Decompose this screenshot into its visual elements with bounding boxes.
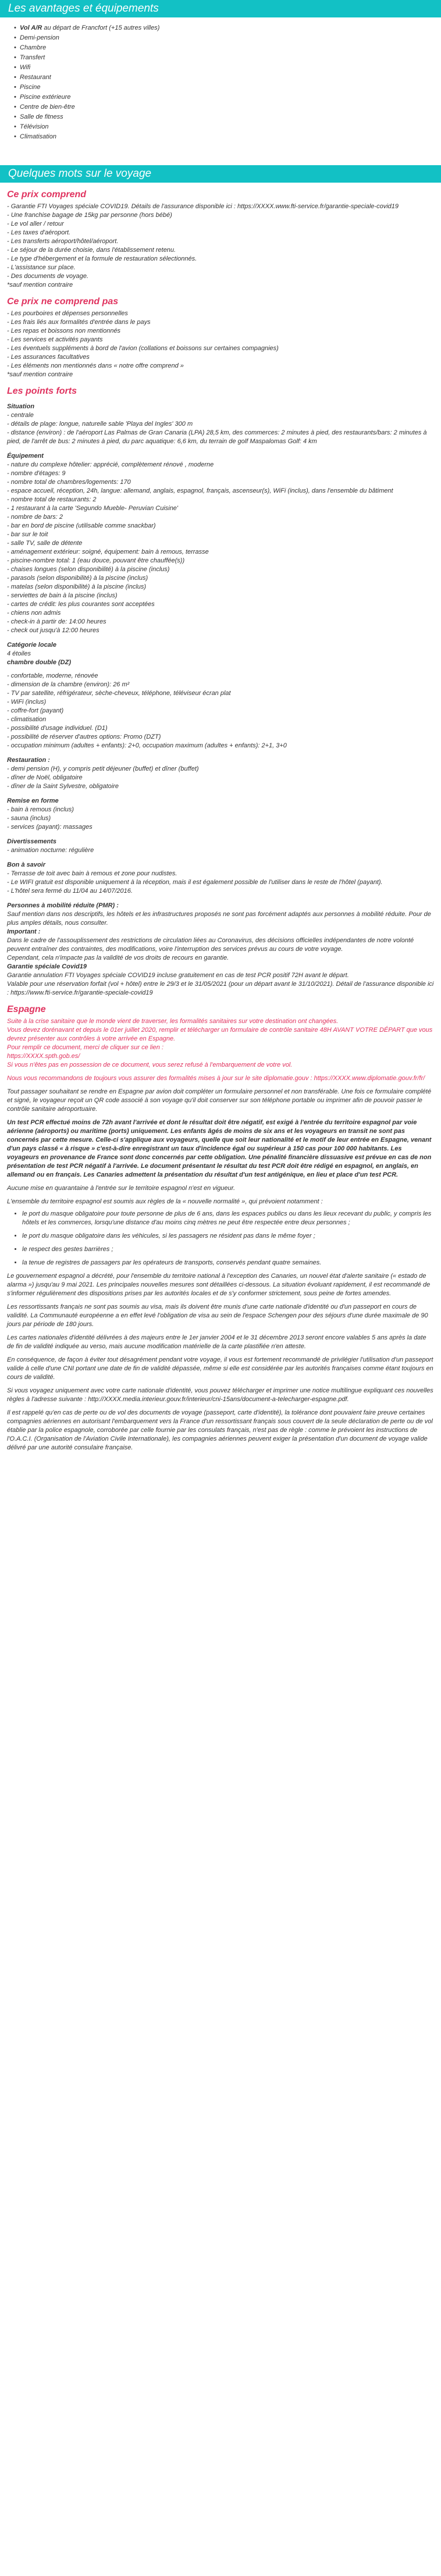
prix-comprend-list — [7, 202, 434, 290]
remise-title: Remise en forme — [7, 797, 59, 804]
text-line: - serviettes de bain à la piscine (inclus) — [7, 592, 118, 599]
espagne-bullet-item: • le respect des gestes barrières ; — [22, 1245, 434, 1254]
voyage-title: Quelques mots sur le voyage — [8, 168, 152, 180]
text-line: - nombre de bars: 2 — [7, 514, 63, 521]
bon-savoir-list — [7, 870, 434, 896]
text-line: - bain à remous (inclus) — [7, 806, 74, 813]
text-line: - climatisation — [7, 716, 47, 723]
avantage-item-bold: Vol A/R — [20, 24, 42, 31]
equipement-list — [7, 461, 434, 635]
avantage-item — [20, 43, 434, 53]
text-line: - dîner de Noël, obligatoire — [7, 774, 83, 781]
important-title: Important : — [7, 928, 41, 935]
text-line: *sauf mention contraire — [7, 371, 73, 378]
avantage-item — [20, 132, 434, 142]
text-line: - Le type d'hébergement et la formule de restauration sélectionnés. — [7, 255, 197, 262]
text-line: En conséquence, de façon à éviter tout désagrément pendant votre voyage, il vous est fortement recommandé de privilégier l'utilisation d'un passeport valide à celle d'une CNI portant une date de fin de validité dépassée, même si elle est considérée par les autorités françaises comme étant toujours en cours de validité. — [7, 1356, 433, 1381]
espagne-red-line2: Nous vous recommandons de toujours vous assurer des formalités mises à jour sur le site diplomatie.gouv : https://XXXX.www.diplomatie.gouv.fr/fr/ — [7, 1075, 425, 1082]
text-line: - Une franchise bagage de 15kg par personne (hors bébé) — [7, 212, 172, 219]
text-line: - centrale — [7, 412, 34, 419]
equipement-title: Équipement — [7, 453, 44, 459]
avantage-item — [20, 33, 434, 43]
text-line: - bar sur le toit — [7, 531, 48, 538]
espagne-paragraph-0: Tout passager souhaitant se rendre en Espagne par avion doit compléter un formulaire personnel et non transférable. Une fois ce formulaire complété et signé, le voyageur reçoit un QR code associé à son voyage qu'il doit conserver sur son téléphone portable ou imprimer afin de pouvoir passer le contrôle sanitaire aéroportuaire. — [7, 1088, 432, 1113]
text-line: - TV par satellite, réfrigérateur, sèche-cheveux, téléphone, téléviseur écran plat — [7, 690, 231, 697]
espagne-bullets — [7, 1210, 434, 1267]
avantage-item-text: Demi-pension — [20, 34, 59, 41]
text-line: - L'assistance sur place. — [7, 264, 76, 271]
avantage-item — [20, 73, 434, 83]
avantage-item — [20, 92, 434, 102]
divertissements-title: Divertissements — [7, 838, 56, 845]
text-line: - Le séjour de la durée choisie, dans l'établissement retenu. — [7, 247, 176, 254]
avantage-item — [20, 83, 434, 92]
situation-list — [7, 411, 434, 446]
avantage-item — [20, 53, 434, 63]
text-line: Si vous n'êtes pas en possession de ce document, vous serez refusé à l'embarquement de votre vol. — [7, 1061, 293, 1068]
avantage-item-text: Wifi — [20, 64, 31, 71]
espagne-paragraph-2: Aucune mise en quarantaine à l'entrée sur le territoire espagnol n'est en vigueur. — [7, 1185, 236, 1192]
espagne-paragraph-3: L'ensemble du territoire espagnol est soumis aux règles de la « nouvelle normalité », qui prévoient notamment : — [7, 1198, 323, 1205]
text-line: - WiFi (inclus) — [7, 699, 47, 706]
text-line: - Les assurances facultatives — [7, 354, 90, 361]
text-line: - nature du complexe hôtelier: apprécié, complètement rénové , moderne — [7, 461, 214, 468]
remise-list — [7, 806, 434, 832]
espagne-bullet-item: • le port du masque obligatoire pour toute personne de plus de 6 ans, dans les espaces publics ou dans les lieux recevant du public, y compris les hôtels et les commerces, lorsqu'une distance d'au moins cinq mètres ne peut être respectée entre deux personnes ; — [22, 1210, 434, 1227]
section-header-voyage — [0, 165, 441, 183]
text-line: - aménagement extérieur: soigné, équipement: bain à remous, terrasse — [7, 548, 209, 555]
text-line: - chaises longues (selon disponibilité) à la piscine (inclus) — [7, 566, 170, 573]
avantage-item-text: Transfert — [20, 54, 45, 61]
restauration-list — [7, 765, 434, 791]
text-line: Si vous voyagez uniquement avec votre carte nationale d'identité, vous pouvez télécharger et imprimer une notice multilingue expliquant ces nouvelles règles à l'adresse suivante : http://XXXX.media.interieur.gouv.fr/interieur/cni-15ans/document-a-telecharger-espagne.pdf. — [7, 1387, 433, 1403]
avantage-item-text: Restaurant — [20, 74, 51, 81]
text-line: - nombre total de restaurants: 2 — [7, 496, 97, 503]
text-line: - Garantie FTI Voyages spéciale COVID19. Détails de l'assurance disponible ici : https://XXXX.www.fti-service.fr/garantie-speciale-covid19 — [7, 203, 399, 210]
text-line: - Le WIFI gratuit est disponible uniquement à la réception, mais il est également possible de l'utiliser dans le reste de l'hôtel (payant). — [7, 879, 383, 886]
text-line: - Les taxes d'aéroport. — [7, 229, 71, 236]
pmr-title: Personnes à mobilité réduite (PMR) : — [7, 902, 119, 909]
restauration-title: Restauration : — [7, 757, 50, 764]
avantage-item-text: Piscine extérieure — [20, 94, 71, 101]
text-line: - Les pourboires et dépenses personnelles — [7, 310, 128, 317]
text-line: - piscine-nombre total: 1 (eau douce, pouvant être chauffée(s)) — [7, 557, 185, 564]
categorie-title: Catégorie locale — [7, 642, 56, 649]
points-forts-title: Les points forts — [7, 386, 77, 396]
avantage-item-text: au départ de Francfort (+15 autres villes) — [42, 24, 160, 31]
text-line: - Les éléments non mentionnés dans « notre offre comprend » — [7, 362, 184, 369]
text-line: Les ressortissants français ne sont pas soumis au visa, mais ils doivent être munis d'une carte nationale d'identité ou d'un passeport en cours de validité. La Communauté européenne a en effet levé l'obligation de visa au sein de l'espace Schengen pour des séjours d'une durée maximale de 90 jours par période de 180 jours. — [7, 1303, 428, 1328]
avantage-item — [20, 63, 434, 73]
avantages-section — [0, 17, 441, 165]
text-line: Valable pour une réservation forfait (vol + hôtel) entre le 29/3 et le 31/05/2021 (pour un départ avant le 31/10/2021). Détail de l'assurance disponible ici : https://www.fti-service.fr/garantie-speciale-covid19 — [7, 981, 434, 996]
avantage-item — [20, 23, 434, 33]
text-line: - parasols (selon disponibilité) à la piscine (inclus) — [7, 575, 148, 582]
text-line: - nombre d'étages: 9 — [7, 470, 66, 477]
text-line: - cartes de crédit: les plus courantes sont acceptées — [7, 601, 155, 608]
text-line: Garantie annulation FTI Voyages spéciale COVID19 incluse gratuitement en cas de test PCR positif 72H avant le départ. — [7, 972, 349, 979]
text-line: - distance (environ) : de l'aéroport Las Palmas de Gran Canaria (LPA) 28,5 km, des commerces: 2 minutes à pied, des restaurants/bars: 2 minutes à pied, de l'arrêt de bus: 2 minutes à pied, du parc aquatique: 6,6 km, du terrain de golf Maspalomas Golf: 4 km — [7, 429, 427, 445]
avantage-item-text: Chambre — [20, 44, 47, 51]
text-line: - salle TV, salle de détente — [7, 540, 83, 547]
text-line: Il est rappelé qu'en cas de perte ou de vol des documents de voyage (passeport, carte d'identité), la tolérance dont pouvaient faire preuve certaines compagnies aériennes en autorisant l'embarquement vers la France d'un ressortissant français sous couvert de la seule déclaration de perte ou de vol établie par la police espagnole, corroborée par celle fournie par les consulats français, n'est pas de règle : comme le prévoient les instructions de l'O.A.C.I. (Organisation de l'Aviation Civile Internationale), les compagnies aériennes peuvent exiger la présentation d'un document de voyage valide délivré par une autorité consulaire française. — [7, 1409, 433, 1451]
text-line: - bar en bord de piscine (utilisable comme snackbar) — [7, 522, 156, 529]
text-line: - L'hôtel sera fermé du 11/04 au 14/07/2016. — [7, 888, 133, 895]
text-line: https://XXXX.spth.gob.es/ — [7, 1053, 80, 1060]
text-line: - services (payant): massages — [7, 824, 93, 831]
text-line: - espace accueil, réception, 24h, langue: allemand, anglais, espagnol, français, ascenseur(s), WiFi (inclus), dans l'ensemble du bâtiment — [7, 487, 393, 494]
espagne-bullet-item: • la tenue de registres de passagers par les opérateurs de transports, conservés pendant quatre semaines. — [22, 1259, 434, 1267]
text-line: - Terrasse de toit avec bain à remous et zone pour nudistes. — [7, 870, 177, 877]
espagne-bullet-item: • le port du masque obligatoire dans les véhicules, si les passagers ne résident pas dans le même foyer ; — [22, 1232, 434, 1241]
text-line: - sauna (inclus) — [7, 815, 51, 822]
chambre-title: chambre double (DZ) — [7, 659, 72, 666]
text-line: - animation nocturne: régulière — [7, 847, 94, 854]
bon-savoir-title: Bon à savoir — [7, 861, 46, 868]
categorie-value: 4 étoiles — [7, 650, 31, 657]
avantage-item — [20, 122, 434, 132]
avantage-item-text: Climatisation — [20, 133, 56, 140]
avantage-item-text: Salle de fitness — [20, 113, 63, 120]
avantage-item — [20, 112, 434, 122]
text-line: - 1 restaurant à la carte 'Segundo Mueble- Peruvian Cuisine' — [7, 505, 179, 512]
avantage-item-text: Télévision — [20, 123, 49, 130]
espagne-paragraph-1: Un test PCR effectué moins de 72h avant l'arrivée et dont le résultat doit être négatif, est exigé à l'entrée du territoire espagnol par voie aérienne (aéroports) ou maritime (ports) uniquement. Les enfants âgés de moins de six ans et les voyageurs en transit ne sont pas concernés par cette mesure. Celle-ci s'applique aux voyageurs, quelle que soit leur nationalité et le motif de leur entrée en Espagne, venant d'un pays classé « à risque » c'est-à-dire enregistrant un taux d'incidence égal ou supérieur à 150 cas pour 100 000 habitants. Les voyageurs en provenance de France sont donc concernés par cette obligation. Une pénalité financière dissuasive est prévue en cas de non présentation de test PCR négatif à l'arrivée. Le document présentant le résultat du test PCR doit être rédigé en espagnol, en anglais, en allemand ou en français. Les Canaries admettent la présentation du résultat d'un test antigénique, en lieu et place d'un test PCR. — [7, 1119, 432, 1178]
text-line: - Les transferts aéroport/hôtel/aéroport. — [7, 238, 119, 245]
espagne-red-list — [7, 1017, 434, 1070]
text-line: - Des documents de voyage. — [7, 273, 89, 280]
text-line: - chiens non admis — [7, 610, 61, 617]
avantage-item-text: Centre de bien-être — [20, 104, 75, 111]
text-line: - matelas (selon disponibilité) à la piscine (inclus) — [7, 583, 147, 590]
text-line: - coffre-fort (payant) — [7, 707, 64, 714]
text-line: - occupation minimum (adultes + enfants): 2+0, occupation maximum (adultes + enfants): 2+1, 3+0 — [7, 742, 287, 749]
text-line: - Les frais liés aux formalités d'entrée dans le pays — [7, 319, 151, 326]
text-line: - confortable, moderne, rénovée — [7, 672, 98, 679]
text-line: Suite à la crise sanitaire que le monde vient de traverser, les formalités sanitaires sur votre destination ont changées. — [7, 1018, 339, 1025]
text-line: Vous devez dorénavant et depuis le 01er juillet 2020, remplir et télécharger un formulaire de contrôle sanitaire 48H AVANT VOTRE DÉPART que vous devrez présenter aux contrôles à votre arrivée en Espagne. — [7, 1027, 433, 1042]
situation-title: Situation — [7, 403, 35, 410]
avantage-item — [20, 102, 434, 112]
text-line: - possibilité de réserver d'autres options: Promo (DZT) — [7, 733, 161, 740]
pmr-text: Sauf mention dans nos descriptifs, les hôtels et les infrastructures proposés ne sont pas forcément adaptés aux personnes à mobilité réduite. Pour de plus amples détails, nous consulter. — [7, 911, 431, 927]
text-line: - possibilité d'usage individuel. (D1) — [7, 725, 108, 732]
text-line: - check-in à partir de: 14:00 heures — [7, 618, 106, 625]
text-line: - Les services et activités payants — [7, 336, 103, 343]
text-line: - check out jusqu'à 12:00 heures — [7, 627, 99, 634]
important-list — [7, 936, 434, 963]
covid-title: Garantie spéciale Covid19 — [7, 963, 87, 970]
divertissements-list — [7, 846, 434, 855]
voyage-content — [0, 190, 441, 1464]
text-line: *sauf mention contraire — [7, 282, 73, 288]
text-line: - nombre total de chambres/logements: 170 — [7, 479, 131, 486]
text-line: Le gouvernement espagnol a décrété, pour l'ensemble du territoire national à l'exception des Canaries, un nouvel état d'alerte sanitaire (« estado de alarma ») jusqu'au 9 mai 2021. Les principales nouvelles mesures sont détaillées ci-dessous. La situation évoluant rapidement, il est recommandé de s'informer régulièrement des dispositions prises par les autorités locales et de s'y conformer strictement, sous peine de fortes amendes. — [7, 1273, 431, 1297]
text-line: Cependant, cela n'impacte pas la validité de vos droits de recours en garantie. — [7, 954, 229, 961]
text-line: - Les éventuels suppléments à bord de l'avion (collations et boissons sur certaines compagnies) — [7, 345, 279, 352]
text-line: - dimension de la chambre (environ): 26 m² — [7, 681, 130, 688]
section-header-avantages — [0, 0, 441, 17]
text-line: Pour remplir ce document, merci de cliquer sur ce lien : — [7, 1044, 163, 1051]
avantage-item-text: Piscine — [20, 84, 41, 91]
espagne-title: Espagne — [7, 1004, 46, 1014]
avantages-title: Les avantages et équipements — [8, 2, 159, 15]
text-line: - demi pension (H), y compris petit déjeuner (buffet) et dîner (buffet) — [7, 765, 199, 772]
text-line: - Le vol aller / retour — [7, 220, 64, 227]
espagne-paragraphs2 — [7, 1272, 434, 1452]
text-line: Les cartes nationales d'identité délivrées à des majeurs entre le 1er janvier 2004 et le 31 décembre 2013 seront encore valables 5 ans après la date de fin de validité indiquée au verso, mais aucune modification matérielle de la carte plastifiée n'en atteste. — [7, 1334, 426, 1350]
prix-ne-comprend-title: Ce prix ne comprend pas — [7, 297, 119, 307]
prix-ne-comprend-list — [7, 309, 434, 379]
text-line: - Les repas et boissons non mentionnés — [7, 327, 121, 334]
covid-list — [7, 971, 434, 997]
avantages-list — [7, 23, 434, 142]
text-line: - détails de plage: longue, naturelle sable 'Playa del Ingles' 300 m — [7, 421, 193, 427]
chambre-list — [7, 672, 434, 750]
text-line: Dans le cadre de l'assouplissement des restrictions de circulation liées au Coronavirus, des décisions officielles indépendantes de notre volonté peuvent entraîner des contraintes, des modifications, voire l'interruption des services prévus au cours de votre voyage. — [7, 937, 414, 953]
text-line: - dîner de la Saint Sylvestre, obligatoire — [7, 783, 119, 790]
prix-comprend-title: Ce prix comprend — [7, 190, 87, 199]
